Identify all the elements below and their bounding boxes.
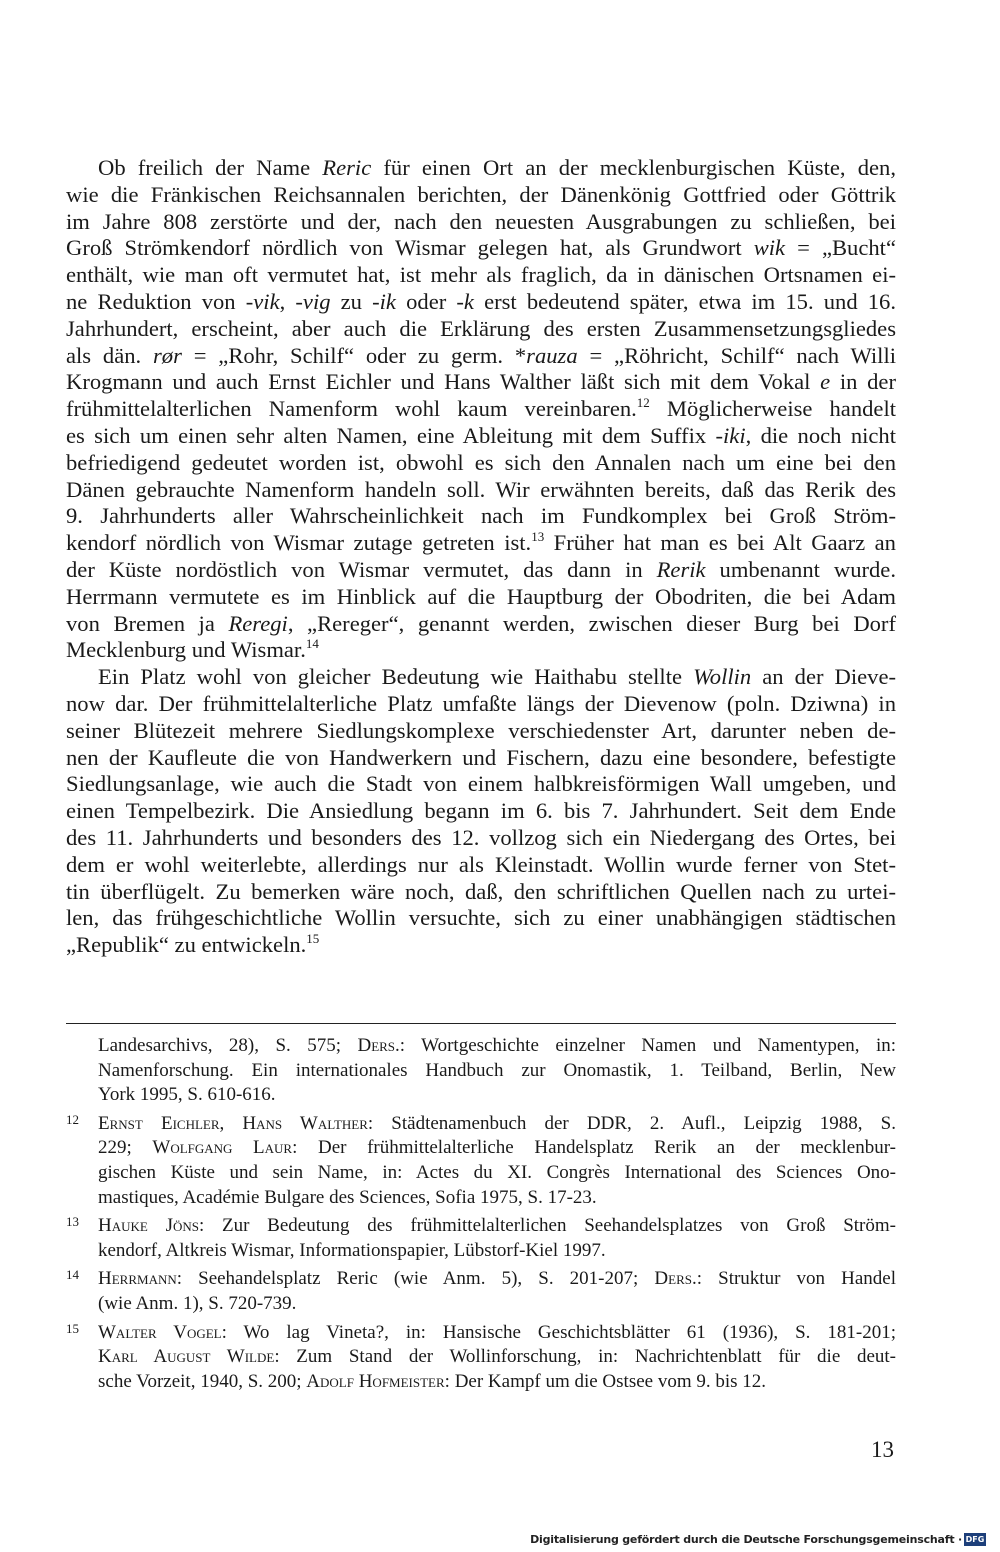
text-line [66,557,896,584]
footnote-reference: 13 [531,529,545,545]
footnote-run: (wie Anm. 1), S. 720-739. [98,1292,297,1314]
text-run: erst bedeutend später, etwa im 15. und 16. [473,288,896,314]
text-run: für einen Ort an der mecklenburgischen Küste, den, [371,155,896,180]
text-run: e [820,369,831,395]
text-line [66,611,896,638]
text-line [66,155,896,182]
text-run: frühmittelalterlichen Namenform wohl kaum vereinbaren. [66,396,637,422]
text-line [66,289,896,316]
text-line [66,423,896,450]
text-line [66,235,896,262]
text-line [66,718,896,745]
footnote-run: : Seehandelsplatz Reric (wie Anm. 5), S. 201-207; [176,1268,655,1290]
footnote-number: 15 [66,1320,79,1336]
text-line [66,852,896,879]
footnote-run: 229; [98,1137,153,1159]
text-run: einen Tempelbezirk. Die Ansiedlung begann im 6. bis 7. Jahrhundert. Seit dem Ende [66,798,896,824]
text-run: der Küste nordöstlich von Wismar vermutet, das dann in [66,556,657,582]
footnote-number: 14 [66,1267,79,1283]
footnote-run: mastiques, Académie Bulgare des Sciences, Sofia 1975, S. 17-23. [98,1186,597,1208]
text-line [66,343,896,370]
text-run: kendorf nördlich von Wismar zutage getreten ist. [66,530,532,556]
text-run: Siedlungsanlage, wie auch die Stadt von einem halbkreisförmigen Wall umgeben, und [66,771,896,797]
footnote-line [98,1239,896,1264]
text-run: -iki [715,422,746,448]
text-run: Möglicherweise handelt [649,396,896,422]
text-line [66,316,896,343]
text-run: in der [830,369,896,395]
footnote-reference: 14 [305,636,319,652]
text-run: des 11. Jahrhunderts und besonders des 12. vollzog sich ein Niedergang des Ortes, bei [66,824,896,850]
footnote-run: Walter Vogel [98,1321,222,1343]
text-run: Dänen gebrauchte Namenform handeln soll. Wir erwähnten bereits, daß das Rerik des [66,476,896,502]
text-run: Ein Platz wohl von gleicher Bedeutung wie Haithabu stellte [98,664,694,690]
footnote-run: Hauke Jöns [98,1215,199,1237]
text-line [66,879,896,906]
text-line [66,825,896,852]
footnote-line [98,1292,896,1317]
text-run: dem er wohl weiterlebte, allerdings nur als Kleinstadt. Wollin wurde ferner von Stet- [66,851,896,877]
paragraph [66,664,896,959]
text-line [66,530,896,557]
text-line [66,745,896,772]
footnote [66,1034,896,1108]
footnote-line [98,1083,896,1108]
footnote-run: : Wortgeschichte einzelner Namen und Namentypen, in: [399,1035,897,1056]
text-run: Mecklenburg und Wismar. [66,637,306,663]
footnote-run: Wolfgang Laur [152,1137,293,1159]
text-run: wik [753,235,786,261]
text-line [66,477,896,504]
text-run: enthält, wie man oft vermutet hat, ist mehr als fraglich, da in dänischen Ortsnamen ei- [66,262,896,288]
text-run: Rerik [656,556,706,582]
text-line [66,771,896,798]
body-text [66,155,896,959]
footnote-run: : Städtenamenbuch der DDR, 2. Aufl., Leipzig 1988, S. [367,1112,896,1134]
text-run: umbenannt wurde. [705,556,896,582]
footnote-run: sche Vorzeit, 1940, S. 200; [98,1370,307,1392]
footnote-line [98,1267,896,1292]
text-run: Reric [322,155,372,180]
text-line [66,798,896,825]
footnote-line [98,1345,896,1370]
text-run: rør [153,342,182,368]
text-line [66,637,896,664]
footnote-separator [66,1023,896,1024]
text-run: ne Reduktion von [66,288,246,314]
text-run: zu [330,288,373,314]
footnote-run: Karl August Wilde [98,1346,275,1368]
footnote-run: kendorf, Altkreis Wismar, Informationspapier, Lübstorf-Kiel 1997. [98,1239,606,1261]
text-run: befriedigend gedeutet worden ist, obwohl es sich den Annalen nach um eine bei den [66,449,896,475]
footnote-run: Namenforschung. Ein internationales Handbuch zur Onomastik, 1. Teilband, Berlin, New [98,1059,896,1081]
text-line [66,209,896,236]
footnote-run: : Zur Bedeutung des frühmittelalterlichen Seehandelsplatzes von Groß Ström- [198,1215,896,1237]
text-run: -k [456,288,474,314]
text-run: Früher hat man es bei Alt Gaarz an [544,530,896,556]
text-run: oder [395,288,457,314]
text-run: -ik [372,288,396,314]
footnote-line [98,1059,896,1084]
text-line [66,691,896,718]
text-line [66,584,896,611]
footnote-line [98,1112,896,1137]
footnote-run: : Der frühmittelalterliche Handelsplatz Rerik an der mecklenbur- [292,1137,896,1159]
text-run: = „Rohr, Schilf“ oder zu germ. * [181,342,527,368]
text-run: wie die Fränkischen Reichsannalen berichten, der Dänenkönig Gottfried oder Göttrik [66,181,896,207]
text-run: = „Röhricht, Schilf“ nach Willi [577,342,897,368]
footnotes [66,1034,896,1398]
text-line [66,396,896,423]
page-number: 13 [871,1437,894,1462]
text-run: len, das frühgeschichtliche Wollin versuchte, sich zu einer unabhängigen städtischen [66,905,896,931]
text-run: , „Rereger“, genannt werden, zwischen dieser Burg bei Dorf [287,610,896,636]
footnote-run: Ernst Eichler, Hans Walther [98,1112,368,1134]
paragraph [66,155,896,664]
text-run: -vig [295,288,331,314]
footnote-run: York 1995, S. 610-616. [98,1084,276,1106]
text-run: von Bremen ja [66,610,229,636]
footnote-run: Ders. [357,1035,400,1056]
text-line [66,182,896,209]
text-run: Groß Strömkendorf nördlich von Wismar gelegen hat, als Grundwort [66,235,754,261]
footnote-run: : Zum Stand der Wollinforschung, in: Nachrichtenblatt für die deut- [274,1346,896,1368]
footnote-line [98,1370,896,1395]
footnote-run: : Der Kampf um die Ostsee vom 9. bis 12. [444,1370,767,1392]
text-line [66,664,896,691]
text-run: = „Bucht“ [785,235,896,261]
text-run: seiner Blütezeit mehrere Siedlungskomplexe verschiedenster Art, darunter neben de- [66,717,896,743]
footnote-run: gischen Küste und sein Name, in: Actes du XI. Congrès International des Sciences Ono- [98,1161,896,1183]
footnote-run: Landesarchivs, 28), S. 575; [98,1035,358,1056]
footnote-run: : Struktur von Handel [696,1268,896,1290]
text-run: nen der Kaufleute die von Handwerkern und Fischern, dazu eine besondere, befestigte [66,744,896,770]
footnote-number: 13 [66,1214,79,1230]
digitization-credit: Digitalisierung gefördert durch die Deutsche Forschungsgemeinschaft · [530,1533,962,1546]
text-run: , [279,288,296,314]
text-run: als dän. [66,342,154,368]
text-run: -vik [245,288,280,314]
text-run: Wollin [693,664,752,690]
text-line [66,932,896,959]
footnote-reference: 12 [636,395,650,411]
footnote-line [98,1214,896,1239]
text-run: im Jahre 808 zerstörte und der, nach den neuesten Ausgrabungen zu schließen, bei [66,208,896,234]
footnote-run: Herrmann [98,1268,177,1290]
footnote-reference: 15 [306,931,320,947]
text-run: Jahrhundert, erscheint, aber auch die Erklärung des ersten Zusammensetzungsgliedes [66,315,896,341]
text-run: an der Dieve- [751,664,897,690]
text-line [66,503,896,530]
text-run: Herrmann vermutete es im Hinblick auf die Hauptburg der Obodriten, die bei Adam [66,583,896,609]
footnote-number: 12 [66,1111,79,1127]
footnote [66,1321,896,1395]
text-line [66,450,896,477]
dfg-logo: DFG [965,1535,985,1544]
text-run: rauza [526,342,578,368]
text-run: Ob freilich der Name [98,155,323,180]
footnote-line [98,1186,896,1211]
text-run: es sich um einen sehr alten Namen, eine Ableitung mit dem Suffix [66,422,716,448]
footnote [66,1112,896,1210]
footnote-line [98,1034,896,1059]
text-run: 9. Jahrhunderts aller Wahrscheinlichkeit nach im Fundkomplex bei Groß Ström- [66,503,896,529]
text-run: now dar. Der frühmittelalterliche Platz umfaßte längs der Dievenow (poln. Dziwna) in [66,690,896,716]
footnote-run: Ders. [654,1268,697,1290]
footnote-line [98,1136,896,1161]
footnote [66,1214,896,1263]
text-run: tin überflügelt. Zu bemerken wäre noch, daß, den schriftlichen Quellen nach zu urtei- [66,878,896,904]
text-run: „Republik“ zu entwickeln. [66,932,307,958]
footnote-run: : Wo lag Vineta?, in: Hansische Geschichtsblätter 61 (1936), S. 181-201; [221,1321,896,1343]
text-run: Krogmann und auch Ernst Eichler und Hans Walther läßt sich mit dem Vokal [66,369,821,395]
text-run: Reregi [228,610,288,636]
footnote-line [98,1161,896,1186]
footnote-line [98,1321,896,1346]
text-line [66,262,896,289]
text-line [66,369,896,396]
footnote-run: Adolf Hofmeister [306,1370,445,1392]
text-run: , die noch nicht [745,422,897,448]
text-line [66,905,896,932]
footnote [66,1267,896,1316]
